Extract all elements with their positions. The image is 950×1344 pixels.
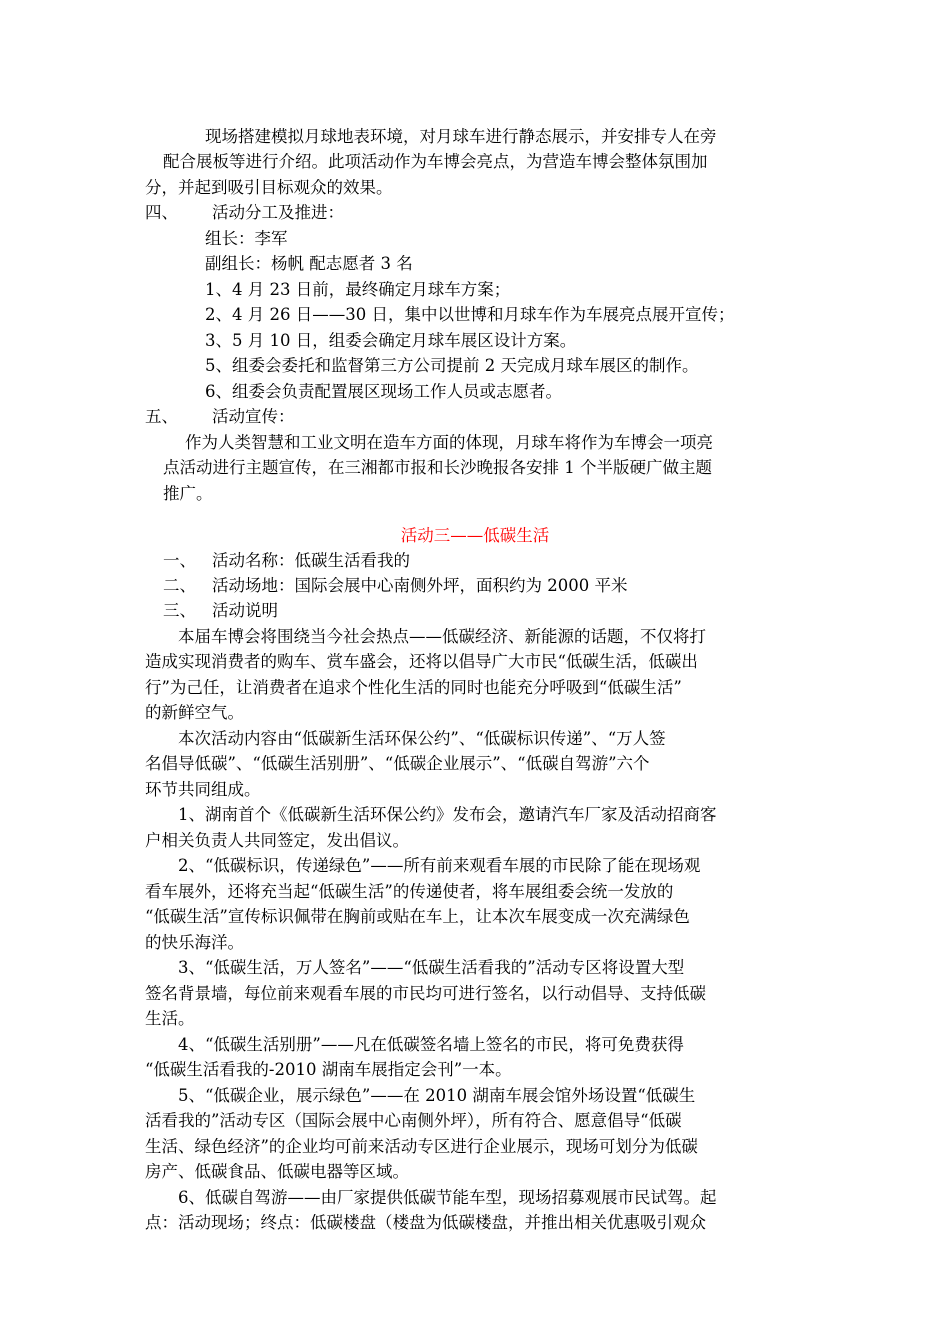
paragraph-line: 推广。 (163, 484, 213, 503)
paragraph-line: 现场搭建模拟月球地表环境，对月球车进行静态展示，并安排专人在旁 (205, 127, 717, 146)
section-heading: 活动分工及推进： (212, 203, 344, 222)
leader-line: 组长：李军 (205, 229, 288, 248)
section-number: 四、 (145, 203, 178, 222)
paragraph-line: 造成实现消费者的购车、赏车盛会，还将以倡导广大市民“低碳生活，低碳出 (145, 652, 698, 671)
paragraph-line: “低碳生活”宣传标识佩带在胸前或贴在车上，让本次车展变成一次充满绿色 (145, 907, 690, 926)
paragraph-line: 房产、低碳食品、低碳电器等区域。 (145, 1162, 409, 1181)
section-number: 三、 (163, 601, 196, 620)
paragraph-line: 本届车博会将围绕当今社会热点——低碳经济、新能源的话题，不仅将打 (178, 627, 706, 646)
paragraph-line: 的快乐海洋。 (145, 933, 244, 952)
paragraph-line: 户相关负责人共同签定，发出倡议。 (145, 831, 409, 850)
paragraph-line: “低碳生活看我的-2010 湖南车展指定会刊”一本。 (145, 1060, 512, 1079)
paragraph-line: 环节共同组成。 (145, 780, 261, 799)
section-heading: 活动宣传： (212, 407, 295, 426)
list-item: 3、5 月 10 日，组委会确定月球车展区设计方案。 (205, 331, 577, 350)
paragraph-line: 3、“低碳生活，万人签名”——“低碳生活看我的”活动专区将设置大型 (178, 958, 685, 977)
paragraph-line: 的新鲜空气。 (145, 703, 244, 722)
list-item: 6、组委会负责配置展区现场工作人员或志愿者。 (205, 382, 562, 401)
section-number: 二、 (163, 576, 196, 595)
section-heading: 活动说明 (212, 601, 278, 620)
paragraph-line: 配合展板等进行介绍。此项活动作为车博会亮点，为营造车博会整体氛围加 (163, 152, 708, 171)
section-number: 五、 (145, 407, 178, 426)
paragraph-line: 1、湖南首个《低碳新生活环保公约》发布会，邀请汽车厂家及活动招商客 (178, 805, 717, 824)
section-heading: 活动场地：国际会展中心南侧外坪，面积约为 2000 平米 (212, 576, 628, 595)
paragraph-line: 点：活动现场；终点：低碳楼盘（楼盘为低碳楼盘，并推出相关优惠吸引观众 (145, 1213, 706, 1232)
paragraph-line: 2、“低碳标识，传递绿色”——所有前来观看车展的市民除了能在现场观 (178, 856, 701, 875)
paragraph-line: 看车展外，还将充当起“低碳生活”的传递使者，将车展组委会统一发放的 (145, 882, 674, 901)
paragraph-line: 活看我的”活动专区（国际会展中心南侧外坪），所有符合、愿意倡导“低碳 (145, 1111, 682, 1130)
paragraph-line: 5、“低碳企业，展示绿色”——在 2010 湖南车展会馆外场设置“低碳生 (178, 1086, 696, 1105)
list-item: 5、组委会委托和监督第三方公司提前 2 天完成月球车展区的制作。 (205, 356, 699, 375)
list-item: 2、4 月 26 日——30 日，集中以世博和月球车作为车展亮点展开宣传； (205, 305, 735, 324)
activity-title: 活动三——低碳生活 (400, 526, 550, 545)
section-number: 一、 (163, 551, 196, 570)
paragraph-line: 分，并起到吸引目标观众的效果。 (145, 178, 393, 197)
section-heading: 活动名称：低碳生活看我的 (212, 551, 410, 570)
paragraph-line: 本次活动内容由“低碳新生活环保公约”、“低碳标识传递”、“万人签 (178, 729, 666, 748)
deputy-line: 副组长：杨帆 配志愿者 3 名 (205, 254, 413, 273)
paragraph-line: 6、低碳自驾游——由厂家提供低碳节能车型，现场招募观展市民试驾。起 (178, 1188, 717, 1207)
paragraph-line: 行”为己任，让消费者在追求个性化生活的同时也能充分呼吸到“低碳生活” (145, 678, 682, 697)
paragraph-line: 作为人类智慧和工业文明在造车方面的体现，月球车将作为车博会一项亮 (185, 433, 713, 452)
list-item: 1、4 月 23 日前，最终确定月球车方案； (205, 280, 511, 299)
paragraph-line: 点活动进行主题宣传，在三湘都市报和长沙晚报各安排 1 个半版硬广做主题 (163, 458, 712, 477)
paragraph-line: 名倡导低碳”、“低碳生活别册”、“低碳企业展示”、“低碳自驾游”六个 (145, 754, 650, 773)
paragraph-line: 4、“低碳生活别册”——凡在低碳签名墙上签名的市民，将可免费获得 (178, 1035, 684, 1054)
paragraph-line: 签名背景墙，每位前来观看车展的市民均可进行签名，以行动倡导、支持低碳 (145, 984, 706, 1003)
paragraph-line: 生活。 (145, 1009, 195, 1028)
paragraph-line: 生活、绿色经济”的企业均可前来活动专区进行企业展示，现场可划分为低碳 (145, 1137, 698, 1156)
